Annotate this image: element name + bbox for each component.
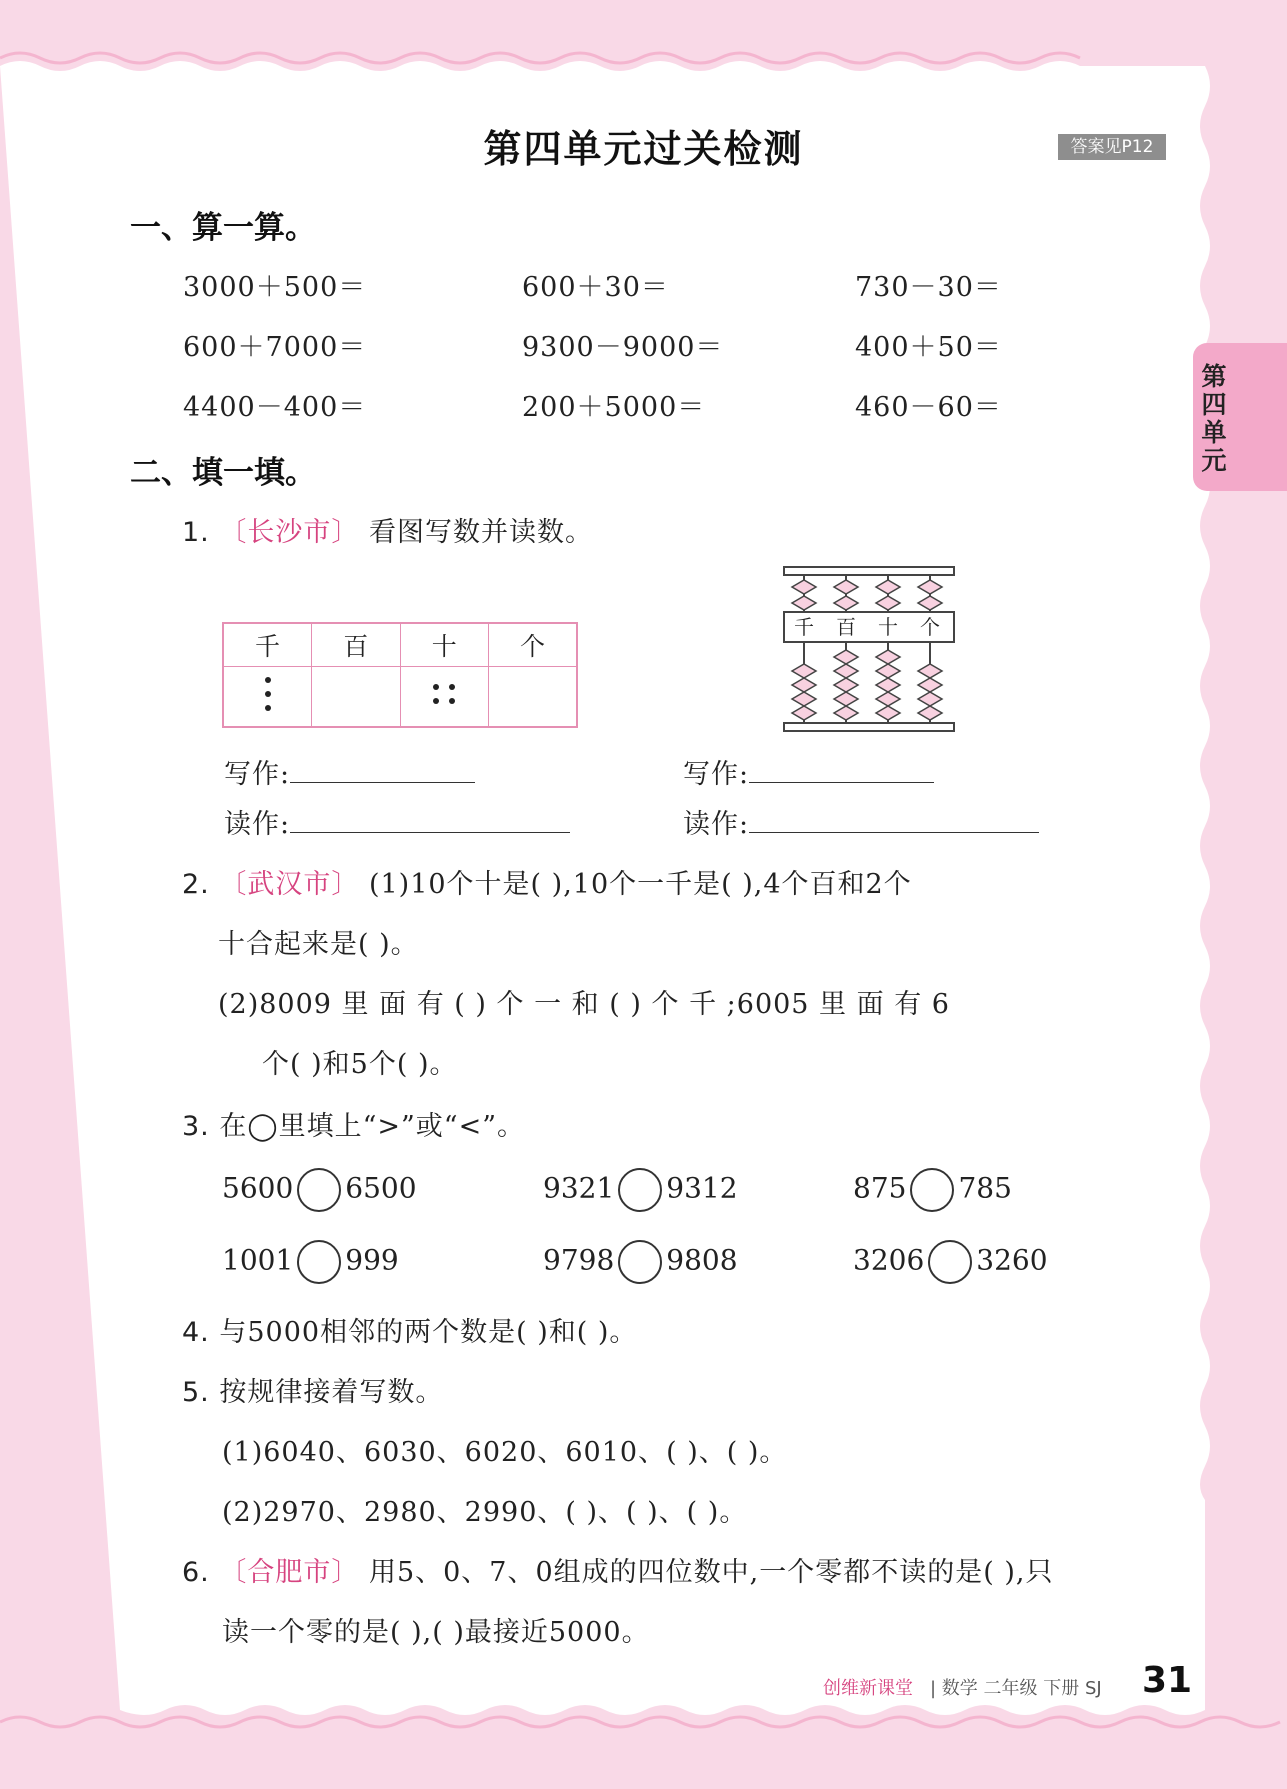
abacus-bead	[876, 678, 900, 692]
left-number: 9321	[543, 1171, 615, 1205]
question-2-line3: (2)8009 里 面 有 ( ) 个 一 和 ( ) 个 千 ;6005 里 面 有 6	[218, 989, 950, 1020]
footer-info: | 数学 二年级 下册 SJ	[930, 1678, 1102, 1699]
right-number: 3260	[976, 1243, 1048, 1277]
comparison-circle[interactable]	[297, 1168, 341, 1212]
question-2-line4: 个( )和5个( )。	[262, 1049, 458, 1080]
question-5	[182, 1370, 443, 1409]
answer-reference-badge: 答案见P12	[1058, 134, 1166, 160]
right-number: 785	[958, 1171, 1012, 1205]
abacus-bead	[792, 706, 816, 720]
question-2-line2: 十合起来是( )。	[218, 929, 419, 960]
table-read-line	[224, 802, 570, 841]
header-hundreds: 百	[312, 623, 401, 667]
read-label: 读作:	[683, 809, 750, 840]
comparison-item	[222, 1240, 399, 1284]
right-number: 6500	[345, 1171, 417, 1205]
dot	[449, 684, 455, 690]
comparison-circle[interactable]	[910, 1168, 954, 1212]
dots-ones	[489, 667, 578, 728]
abacus-bead	[834, 678, 858, 692]
calc-item: 600＋7000＝	[183, 332, 367, 363]
comparison-item	[853, 1168, 1012, 1212]
calc-item: 600＋30＝	[522, 272, 669, 303]
unit-side-tab-label: 第四单元	[1201, 362, 1227, 475]
comparison-circle[interactable]	[297, 1240, 341, 1284]
calc-item: 200＋5000＝	[522, 392, 706, 423]
dots-hundreds	[312, 667, 401, 728]
abacus-label: 千	[794, 615, 814, 639]
abacus-top-bead	[792, 596, 816, 610]
dot	[449, 698, 455, 704]
question-text-line1: 用5、0、7、0组成的四位数中,一个零都不读的是( ),只	[368, 1557, 1054, 1588]
left-number: 875	[853, 1171, 907, 1205]
question-2	[182, 862, 912, 901]
abacus-bead	[876, 706, 900, 720]
header-thousands: 千	[223, 623, 312, 667]
calc-item: 3000＋500＝	[183, 272, 367, 303]
bead-dots	[503, 669, 563, 719]
abacus-bead	[834, 706, 858, 720]
abacus-label: 十	[878, 615, 898, 639]
header-ones: 个	[489, 623, 578, 667]
question-text: 在◯里填上“>”或“<”。	[219, 1111, 526, 1142]
abacus-top-bead	[918, 596, 942, 610]
question-text-line1: (1)10个十是( ),10个一千是( ),4个百和2个	[368, 869, 912, 900]
left-number: 9798	[543, 1243, 615, 1277]
write-answer-blank[interactable]	[749, 754, 934, 783]
abacus-bead	[918, 692, 942, 706]
question-3	[182, 1104, 525, 1143]
page-number: 31	[1142, 1660, 1193, 1701]
question-1	[182, 510, 593, 549]
table-write-line	[224, 752, 475, 791]
abacus-top-bead	[792, 580, 816, 594]
page-title: 第四单元过关检测	[483, 127, 804, 171]
read-label: 读作:	[224, 809, 291, 840]
comparison-item	[543, 1240, 738, 1284]
abacus-bead	[792, 664, 816, 678]
right-number: 999	[345, 1243, 399, 1277]
dot	[433, 684, 439, 690]
question-4	[182, 1310, 637, 1349]
write-answer-blank[interactable]	[290, 754, 475, 783]
comparison-item	[543, 1168, 738, 1212]
question-5-line1: (1)6040、6030、6020、6010、( )、( )。	[222, 1437, 788, 1468]
bead-dots	[238, 669, 298, 719]
comparison-circle[interactable]	[928, 1240, 972, 1284]
abacus-label: 个	[920, 615, 940, 639]
abacus-label: 百	[836, 615, 856, 639]
question-text: 看图写数并读数。	[368, 517, 593, 548]
city-tag: 〔长沙市〕	[219, 517, 360, 548]
calc-item: 460－60＝	[855, 392, 1002, 423]
footer-brand: 创维新课堂	[823, 1678, 913, 1699]
abacus-bead	[792, 692, 816, 706]
calc-item: 730－30＝	[855, 272, 1002, 303]
question-number: 2.	[182, 869, 210, 900]
abacus-top-bead	[876, 596, 900, 610]
question-6-line2: 读一个零的是( ),( )最接近5000。	[222, 1617, 650, 1648]
bead-dots	[326, 669, 386, 719]
write-label: 写作:	[224, 759, 291, 790]
read-answer-blank[interactable]	[749, 804, 1039, 833]
dot	[265, 705, 271, 711]
city-tag: 〔合肥市〕	[219, 1557, 360, 1588]
abacus-top-bead	[918, 580, 942, 594]
question-number: 1.	[182, 517, 210, 548]
abacus-diagram	[780, 565, 960, 737]
question-number: 3.	[182, 1111, 210, 1142]
abacus-bead	[834, 664, 858, 678]
right-number: 9312	[666, 1171, 738, 1205]
section1-heading: 一、算一算。	[130, 210, 316, 246]
abacus-top-bead	[834, 596, 858, 610]
question-5-line2: (2)2970、2980、2990、( )、( )、( )。	[222, 1497, 748, 1528]
abacus-read-line	[683, 802, 1039, 841]
read-answer-blank[interactable]	[290, 804, 570, 833]
calc-item: 400＋50＝	[855, 332, 1002, 363]
calc-item: 9300－9000＝	[522, 332, 724, 363]
abacus-top-bead	[834, 580, 858, 594]
question-text: 按规律接着写数。	[219, 1377, 444, 1408]
dot	[265, 677, 271, 683]
question-text: 与5000相邻的两个数是( )和( )。	[219, 1317, 638, 1348]
write-label: 写作:	[683, 759, 750, 790]
left-number: 1001	[222, 1243, 294, 1277]
bead-dots	[414, 669, 474, 719]
abacus-bead	[918, 664, 942, 678]
question-number: 6.	[182, 1557, 210, 1588]
section2-heading: 二、填一填。	[130, 455, 316, 491]
abacus-bead	[834, 692, 858, 706]
comparison-item	[222, 1168, 417, 1212]
comparison-circle[interactable]	[618, 1240, 662, 1284]
city-tag: 〔武汉市〕	[219, 869, 360, 900]
dots-tens	[400, 667, 489, 728]
left-number: 5600	[222, 1171, 294, 1205]
abacus-bead	[834, 650, 858, 664]
question-number: 4.	[182, 1317, 210, 1348]
question-6	[182, 1550, 1053, 1589]
calc-item: 4400－400＝	[183, 392, 367, 423]
abacus-bead	[792, 678, 816, 692]
abacus-top-bar	[784, 567, 954, 575]
abacus-bottom-bar	[784, 723, 954, 731]
dots-thousands	[223, 667, 312, 728]
question-number: 5.	[182, 1377, 210, 1408]
dot	[265, 691, 271, 697]
comparison-circle[interactable]	[618, 1168, 662, 1212]
abacus-bead	[876, 650, 900, 664]
abacus-bead	[918, 678, 942, 692]
comparison-item	[853, 1240, 1048, 1284]
left-number: 3206	[853, 1243, 925, 1277]
abacus-write-line	[683, 752, 934, 791]
abacus-bead	[876, 664, 900, 678]
dot	[433, 698, 439, 704]
abacus-bead	[876, 692, 900, 706]
abacus-top-bead	[876, 580, 900, 594]
right-number: 9808	[666, 1243, 738, 1277]
place-value-table	[222, 622, 578, 728]
header-tens: 十	[400, 623, 489, 667]
abacus-bead	[918, 706, 942, 720]
